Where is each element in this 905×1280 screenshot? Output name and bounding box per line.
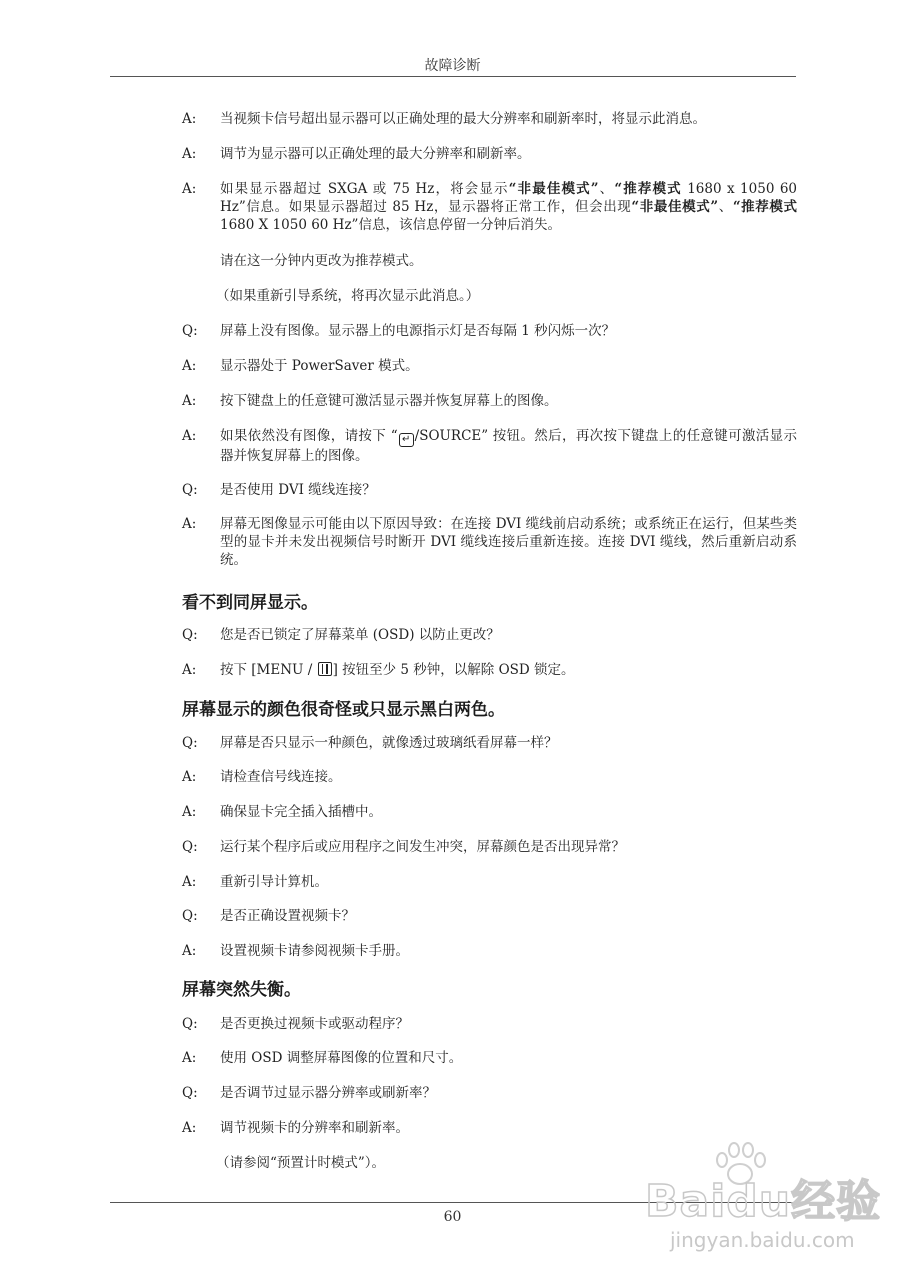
item-text: 显示器处于 PowerSaver 模式。 (220, 358, 419, 374)
item-tag: A: (182, 1050, 197, 1066)
bold-phrase: “推荐模式 (614, 181, 682, 197)
item-tag: Q: (182, 627, 198, 643)
item-tag: A: (182, 181, 197, 197)
header-rule (110, 76, 796, 77)
section-heading: 看不到同屏显示。 (182, 593, 318, 613)
item-text: 是否调节过显示器分辨率或刷新率？ (220, 1085, 436, 1101)
answer-item (182, 357, 797, 375)
item-tag: A: (182, 769, 197, 785)
question-item (182, 838, 797, 856)
item-tag: Q: (182, 323, 198, 339)
answer-item (182, 873, 797, 891)
item-text: 使用 OSD 调整屏幕图像的位置和尺寸。 (220, 1050, 463, 1066)
item-tag: A: (182, 874, 197, 890)
answer-item (182, 515, 797, 569)
section-heading: 屏幕显示的颜色很奇怪或只显示黑白两色。 (182, 700, 505, 720)
answer-item (182, 392, 797, 410)
item-tag: A: (182, 804, 197, 820)
answer-item (182, 110, 797, 128)
watermark-site: jingyan.baidu.com (670, 1228, 855, 1252)
item-tag: A: (182, 393, 197, 409)
item-tag: A: (182, 943, 197, 959)
text-part: 按下 [MENU / (220, 662, 317, 678)
item-text: 运行某个程序后或应用程序之间发生冲突，屏幕颜色是否出现异常？ (220, 839, 625, 855)
menu-icon (318, 662, 332, 676)
answer-item (182, 803, 797, 821)
answer-item (182, 942, 797, 960)
note-text: 请在这一分钟内更改为推荐模式。 (220, 253, 423, 269)
answer-item (182, 768, 797, 786)
item-tag: Q: (182, 482, 198, 498)
text-part: /SOURCE” 按钮。然后，再次按下键盘上的任意键可激活显示器并恢复屏幕上的图像。 (220, 428, 797, 464)
item-tag: A: (182, 111, 197, 127)
answer-item (182, 1049, 797, 1067)
answer-item (182, 661, 797, 679)
item-text: 是否更换过视频卡或驱动程序？ (220, 1016, 409, 1032)
answer-item (182, 427, 797, 465)
item-text: 设置视频卡请参阅视频卡手册。 (220, 943, 409, 959)
item-tag: A: (182, 1120, 197, 1136)
page-number: 60 (443, 1209, 462, 1225)
item-tag: A: (182, 358, 197, 374)
item-tag: Q: (182, 839, 198, 855)
item-text (220, 661, 797, 679)
answer-item (182, 180, 797, 234)
item-text: 重新引导计算机。 (220, 874, 328, 890)
item-tag: A: (182, 662, 197, 678)
item-text: 屏幕是否只显示一种颜色，就像透过玻璃纸看屏幕一样？ (220, 735, 558, 751)
bold-phrase: “非最佳模式” (631, 199, 719, 215)
item-text: 请检查信号线连接。 (220, 769, 342, 785)
answer-item (182, 1119, 797, 1137)
item-text: 屏幕上没有图像。显示器上的电源指示灯是否每隔 1 秒闪烁一次？ (220, 323, 616, 339)
bold-phrase: “非最佳模式” (508, 181, 599, 197)
item-tag: Q: (182, 908, 198, 924)
item-text: 确保显卡完全插入插槽中。 (220, 804, 382, 820)
item-text: 当视频卡信号超出显示器可以正确处理的最大分辨率和刷新率时，将显示此消息。 (220, 111, 706, 127)
bold-phrase: “推荐模式 (732, 199, 798, 215)
item-text: 调节为显示器可以正确处理的最大分辨率和刷新率。 (220, 146, 531, 162)
note-text: （请参阅“预置计时模式”）。 (216, 1155, 386, 1171)
item-text: 是否使用 DVI 缆线连接？ (220, 482, 376, 498)
text-part: 1680 X 1050 60 Hz”信息，该信息停留一分钟后消失。 (220, 217, 561, 233)
item-tag: A: (182, 516, 197, 532)
item-text: 您是否已锁定了屏幕菜单 (OSD) 以防止更改？ (220, 627, 500, 643)
enter-icon: ↵ (399, 433, 414, 447)
text-part: 、 (718, 199, 733, 215)
section-heading: 屏幕突然失衡。 (182, 980, 301, 1000)
text-part: ] 按钮至少 5 秒钟，以解除 OSD 锁定。 (332, 662, 575, 678)
item-tag: Q: (182, 1016, 198, 1032)
answer-item (182, 145, 797, 163)
page-header-title: 故障诊断 (424, 58, 481, 74)
item-tag: A: (182, 146, 197, 162)
baidu-watermark (640, 1140, 890, 1270)
text-part: 如果依然没有图像，请按下 “ (220, 428, 398, 444)
text-part: 、 (598, 181, 615, 197)
question-item (182, 322, 797, 340)
item-tag: A: (182, 428, 197, 444)
item-text: 调节视频卡的分辨率和刷新率。 (220, 1120, 409, 1136)
question-item (182, 907, 797, 925)
item-text: 是否正确设置视频卡？ (220, 908, 355, 924)
question-item (182, 626, 797, 644)
item-text: 按下键盘上的任意键可激活显示器并恢复屏幕上的图像。 (220, 393, 558, 409)
question-item (182, 1015, 797, 1033)
question-item (182, 734, 797, 752)
item-text (220, 427, 797, 465)
item-tag: Q: (182, 1085, 198, 1101)
item-text (220, 180, 797, 234)
question-item (182, 1084, 797, 1102)
text-part: 1680 x 1050 60 Hz”信息。如果显示器超过 85 Hz，显示器将正常工作，但会出现 (220, 181, 798, 215)
item-tag: Q: (182, 735, 198, 751)
watermark-logo: Baidu经验 (645, 1176, 882, 1227)
item-text: 屏幕无图像显示可能由以下原因导致：在连接 DVI 缆线前启动系统；或系统正在运行，但某些类型的显卡并未发出视频信号时断开 DVI 缆线连接后重新连接。连接 DVI 缆线，然后重新启动系统。 (220, 516, 797, 568)
text-part: 如果显示器超过 SXGA 或 75 Hz，将会显示 (220, 181, 509, 197)
note-text: （如果重新引导系统，将再次显示此消息。） (216, 288, 480, 304)
question-item (182, 481, 797, 499)
